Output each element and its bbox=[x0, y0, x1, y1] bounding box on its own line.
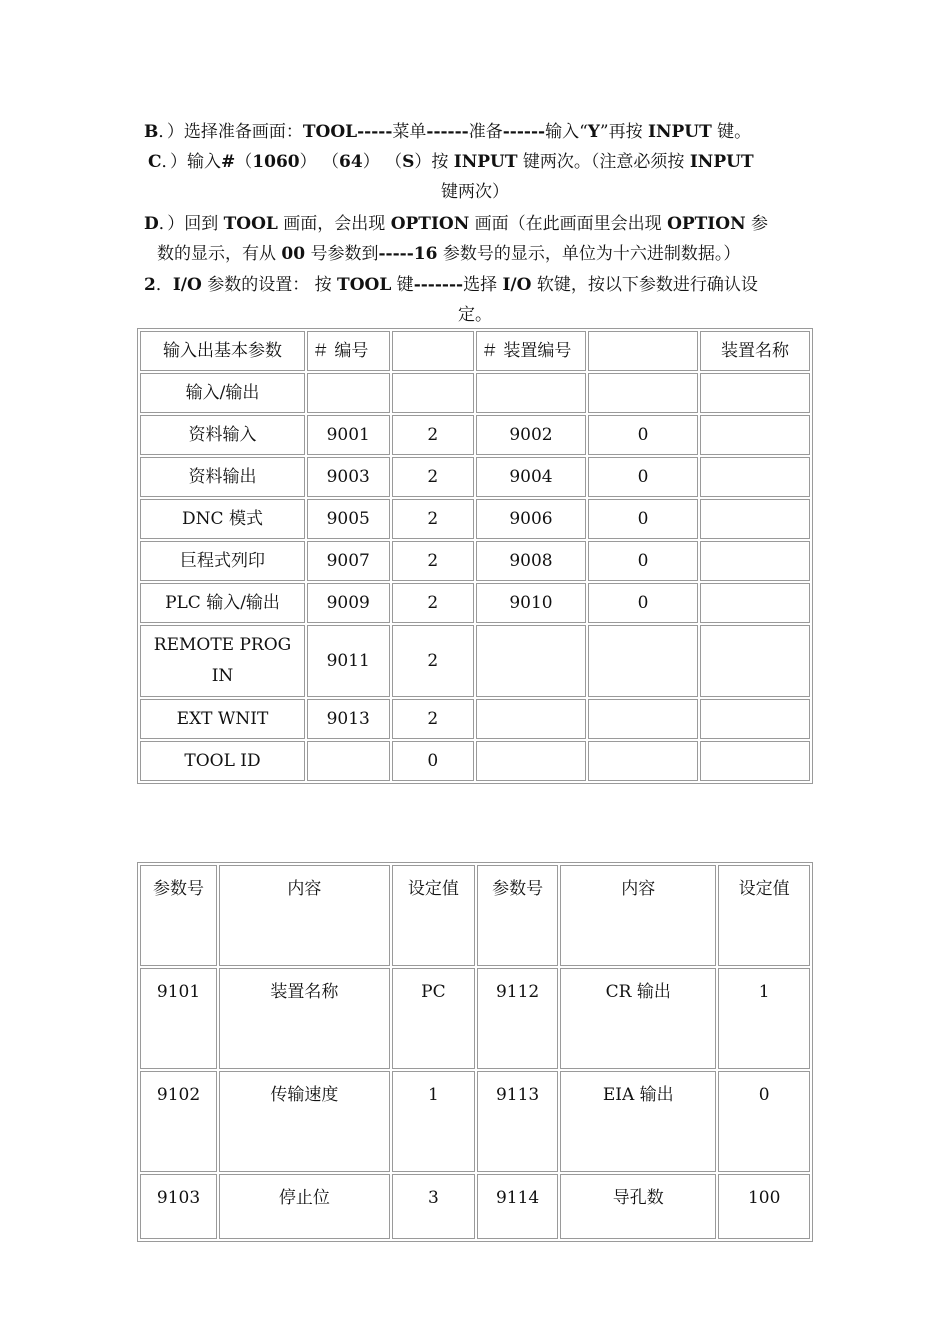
table-cell bbox=[588, 373, 698, 413]
table-cell bbox=[700, 457, 810, 497]
table-cell bbox=[588, 699, 698, 739]
step-marker: C bbox=[148, 152, 162, 172]
section-number: 2 bbox=[144, 275, 156, 295]
table-cell: TOOL ID bbox=[140, 741, 305, 781]
table-cell: 100 bbox=[718, 1174, 810, 1239]
header-cell: 设定值 bbox=[718, 865, 810, 966]
table-cell: 9001 bbox=[307, 415, 390, 455]
io-settings-table bbox=[137, 862, 813, 1242]
table-cell: 2 bbox=[392, 699, 475, 739]
table-cell: 9103 bbox=[140, 1174, 217, 1239]
table-cell: 导孔数 bbox=[560, 1174, 716, 1239]
table-cell: 2 bbox=[392, 499, 475, 539]
step-marker: D bbox=[144, 214, 159, 234]
table-cell: 0 bbox=[718, 1071, 810, 1172]
header-cell: ＃ 装置编号 bbox=[476, 331, 586, 371]
table-cell: 2 bbox=[392, 625, 475, 697]
header-cell: 参数号 bbox=[140, 865, 217, 966]
table-cell: 9101 bbox=[140, 968, 217, 1069]
table-cell: PC bbox=[392, 968, 475, 1069]
table-cell: 资料输出 bbox=[140, 457, 305, 497]
table-cell: 0 bbox=[588, 499, 698, 539]
table-row bbox=[140, 415, 810, 455]
table-cell: 装置名称 bbox=[219, 968, 390, 1069]
table-cell bbox=[700, 373, 810, 413]
table-row bbox=[140, 583, 810, 623]
table-cell: 0 bbox=[588, 415, 698, 455]
table-cell: 9004 bbox=[476, 457, 586, 497]
step-marker: B bbox=[144, 122, 159, 142]
table-cell bbox=[700, 741, 810, 781]
table-cell: 0 bbox=[588, 541, 698, 581]
table-cell: 资料输入 bbox=[140, 415, 305, 455]
header-cell: ＃ 编号 bbox=[307, 331, 390, 371]
table-cell: 9011 bbox=[307, 625, 390, 697]
table-row bbox=[140, 373, 810, 413]
table-row bbox=[140, 541, 810, 581]
table-cell bbox=[392, 373, 475, 413]
table-cell: EXT WNIT bbox=[140, 699, 305, 739]
header-cell: 装置名称 bbox=[700, 331, 810, 371]
table-cell bbox=[307, 373, 390, 413]
header-cell bbox=[588, 331, 698, 371]
table-cell: DNC 模式 bbox=[140, 499, 305, 539]
table-cell: 9005 bbox=[307, 499, 390, 539]
table-cell bbox=[588, 741, 698, 781]
table-header-row bbox=[140, 865, 810, 966]
table-row bbox=[140, 457, 810, 497]
table-cell: 巨程式列印 bbox=[140, 541, 305, 581]
table-cell bbox=[476, 741, 586, 781]
header-cell: 输入出基本参数 bbox=[140, 331, 305, 371]
table-cell: PLC 输入/输出 bbox=[140, 583, 305, 623]
table-row bbox=[140, 499, 810, 539]
table-cell: 3 bbox=[392, 1174, 475, 1239]
table-cell: CR 输出 bbox=[560, 968, 716, 1069]
table-cell: 1 bbox=[718, 968, 810, 1069]
table-cell bbox=[307, 741, 390, 781]
header-cell: 内容 bbox=[560, 865, 716, 966]
table-row bbox=[140, 699, 810, 739]
table-cell bbox=[700, 541, 810, 581]
table-cell bbox=[700, 625, 810, 697]
table-cell bbox=[700, 583, 810, 623]
table-cell: 9010 bbox=[476, 583, 586, 623]
header-cell: 内容 bbox=[219, 865, 390, 966]
table-cell: 9008 bbox=[476, 541, 586, 581]
table-cell: 9013 bbox=[307, 699, 390, 739]
table-cell: 2 bbox=[392, 457, 475, 497]
table-row bbox=[140, 968, 810, 1069]
table-cell bbox=[476, 373, 586, 413]
header-cell: 设定值 bbox=[392, 865, 475, 966]
header-cell: 参数号 bbox=[477, 865, 558, 966]
table-cell: 9006 bbox=[476, 499, 586, 539]
table-cell: 0 bbox=[588, 583, 698, 623]
table-cell: 2 bbox=[392, 415, 475, 455]
table-cell: 9102 bbox=[140, 1071, 217, 1172]
table-cell: 传输速度 bbox=[219, 1071, 390, 1172]
table-cell: 1 bbox=[392, 1071, 475, 1172]
table-row bbox=[140, 625, 810, 697]
header-cell bbox=[392, 331, 475, 371]
table-cell bbox=[476, 699, 586, 739]
table-cell: 9112 bbox=[477, 968, 558, 1069]
table-cell: 0 bbox=[588, 457, 698, 497]
table-cell: 9009 bbox=[307, 583, 390, 623]
table-cell bbox=[700, 699, 810, 739]
table-cell bbox=[476, 625, 586, 697]
table-cell: 0 bbox=[392, 741, 475, 781]
table-cell: 2 bbox=[392, 583, 475, 623]
table-cell: 2 bbox=[392, 541, 475, 581]
table-cell: 9113 bbox=[477, 1071, 558, 1172]
table-cell: 输入/输出 bbox=[140, 373, 305, 413]
table-cell bbox=[700, 499, 810, 539]
table-cell: 停止位 bbox=[219, 1174, 390, 1239]
table-row bbox=[140, 741, 810, 781]
table-row bbox=[140, 1071, 810, 1172]
io-basic-params-table bbox=[137, 328, 813, 784]
table-cell: 9002 bbox=[476, 415, 586, 455]
table-cell: EIA 输出 bbox=[560, 1071, 716, 1172]
table-cell: REMOTE PROG IN bbox=[140, 625, 305, 697]
table-cell bbox=[700, 415, 810, 455]
table-cell bbox=[588, 625, 698, 697]
table-header-row bbox=[140, 331, 810, 371]
table-cell: 9114 bbox=[477, 1174, 558, 1239]
table-row bbox=[140, 1174, 810, 1239]
table-cell: 9007 bbox=[307, 541, 390, 581]
table-cell: 9003 bbox=[307, 457, 390, 497]
